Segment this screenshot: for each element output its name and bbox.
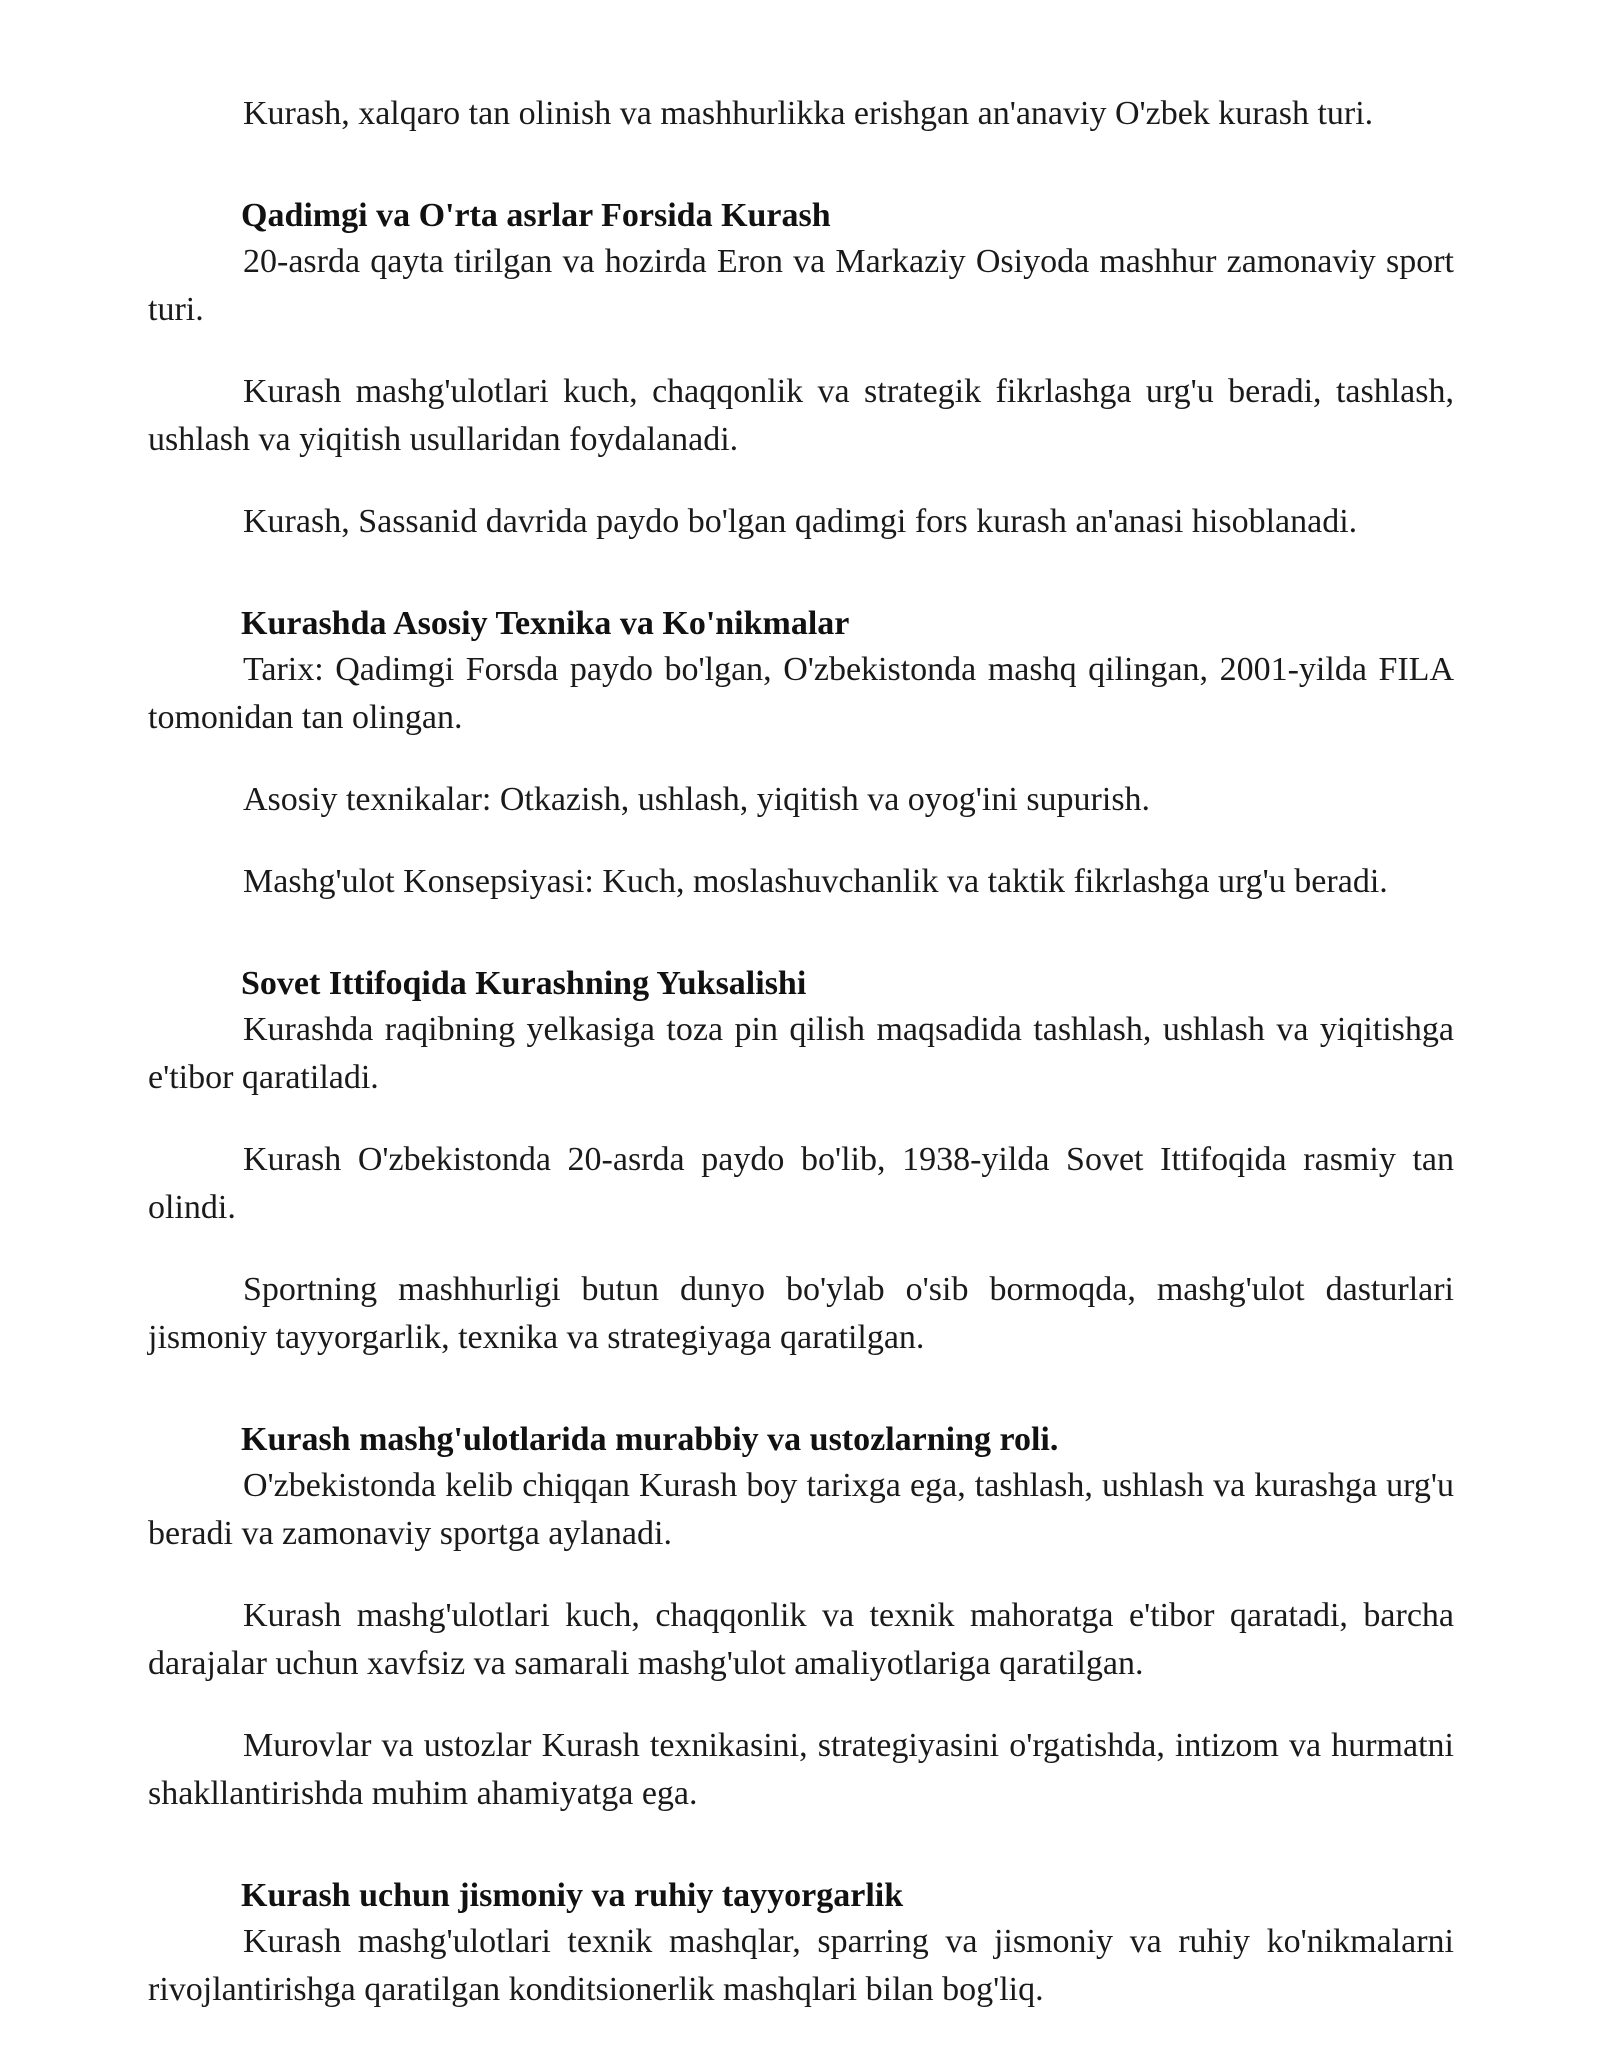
paragraph: Kurash, Sassanid davrida paydo bo'lgan qadimgi fors kurash an'anasi hisoblanadi. bbox=[243, 503, 1358, 540]
paragraph: Kurash mashg'ulotlari texnik mashqlar, sparring va jismoniy va ruhiy ko'nikmalarni rivojlantirishga qaratilgan konditsionerlik mashqlari bilan bog'liq. bbox=[148, 1923, 1454, 2008]
paragraph: Kurashda raqibning yelkasiga toza pin qilish maqsadida tashlash, ushlash va yiqitishga e'tibor qaratiladi. bbox=[148, 1011, 1454, 1096]
section-heading: Kurash uchun jismoniy va ruhiy tayyorgarlik bbox=[241, 1877, 904, 1914]
paragraph: Sportning mashhurligi butun dunyo bo'ylab o'sib bormoqda, mashg'ulot dasturlari jismoniy tayyorgarlik, texnika va strategiyaga qaratilgan. bbox=[148, 1271, 1454, 1356]
paragraph: Kurash O'zbekistonda 20-asrda paydo bo'lib, 1938-yilda Sovet Ittifoqida rasmiy tan olindi. bbox=[148, 1141, 1454, 1226]
paragraph: Kurash mashg'ulotlari kuch, chaqqonlik va texnik mahoratga e'tibor qaratadi, barcha darajalar uchun xavfsiz va samarali mashg'ulot amaliyotlariga qaratilgan. bbox=[148, 1597, 1454, 1682]
paragraph: O'zbekistonda kelib chiqqan Kurash boy tarixga ega, tashlash, ushlash va kurashga urg'u beradi va zamonaviy sportga aylanadi. bbox=[148, 1467, 1454, 1552]
section-heading: Sovet Ittifoqida Kurashning Yuksalishi bbox=[241, 965, 807, 1002]
paragraph: Murovlar va ustozlar Kurash texnikasini, strategiyasini o'rgatishda, intizom va hurmatni shakllantirishda muhim ahamiyatga ega. bbox=[148, 1727, 1454, 1812]
paragraph: 20-asrda qayta tirilgan va hozirda Eron va Markaziy Osiyoda mashhur zamonaviy sport turi. bbox=[148, 243, 1454, 328]
section-heading: Qadimgi va O'rta asrlar Forsida Kurash bbox=[241, 197, 831, 234]
paragraph: Tarix: Qadimgi Forsda paydo bo'lgan, O'zbekistonda mashq qilingan, 2001-yilda FILA tomonidan tan olingan. bbox=[148, 651, 1454, 736]
paragraph: Asosiy texnikalar: Otkazish, ushlash, yiqitish va oyog'ini supurish. bbox=[243, 781, 1151, 818]
paragraph: Mashg'ulot Konsepsiyasi: Kuch, moslashuvchanlik va taktik fikrlashga urg'u beradi. bbox=[243, 863, 1388, 900]
section-heading: Kurashda Asosiy Texnika va Ko'nikmalar bbox=[241, 605, 850, 642]
section-ancient-persia bbox=[148, 194, 1454, 546]
section-coaches bbox=[148, 1418, 1454, 1818]
section-heading: Kurash mashg'ulotlarida murabbiy va ustozlarning roli. bbox=[241, 1421, 1059, 1458]
document-page bbox=[148, 90, 1454, 2048]
section-soviet-union bbox=[148, 962, 1454, 1362]
intro-paragraph: Kurash, xalqaro tan olinish va mashhurlikka erishgan an'anaviy O'zbek kurash turi. bbox=[243, 95, 1374, 132]
section-preparation bbox=[148, 1874, 1454, 2014]
section-techniques bbox=[148, 602, 1454, 906]
paragraph: Kurash mashg'ulotlari kuch, chaqqonlik va strategik fikrlashga urg'u beradi, tashlash, ushlash va yiqitish usullaridan foydalanadi. bbox=[148, 373, 1454, 458]
